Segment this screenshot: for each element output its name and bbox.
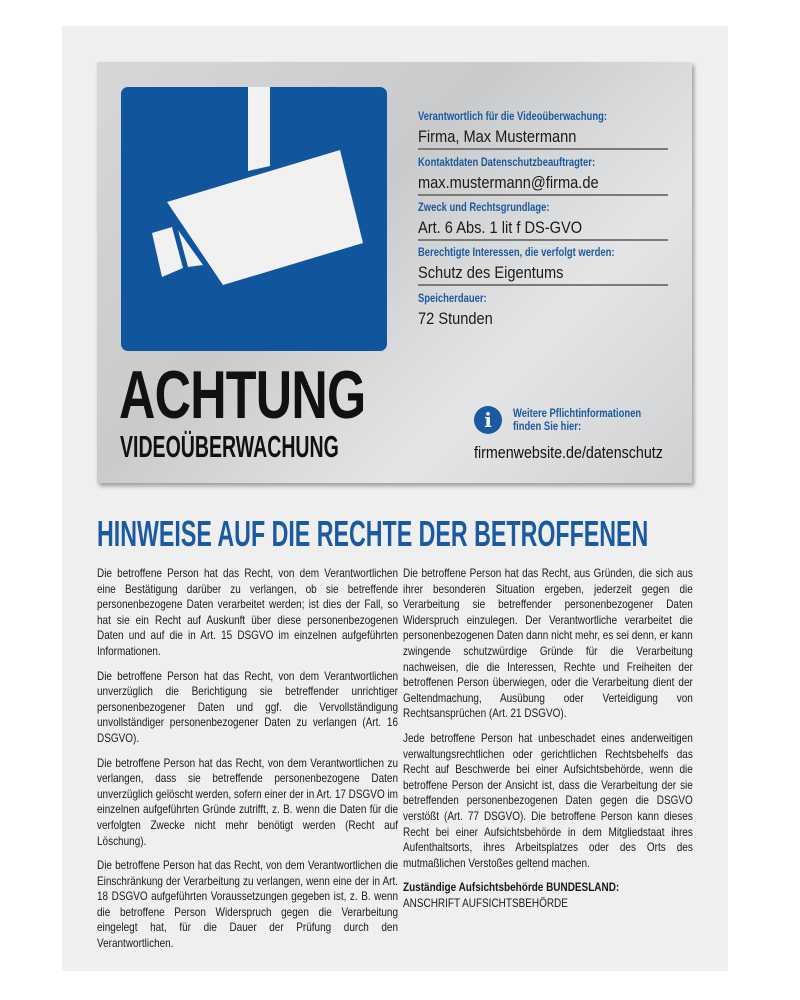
right-to-complain: Jede betroffene Person hat unbeschadet eines anderweitigen verwaltungsrechtlichen oder gerichtlichen Rechtsbehelfs das Recht auf Beschwerde bei einer Aufsichtsbehörde, wenn die betroffene Person der Ansicht ist, dass die Verarbeitung der sie betreffenden personenbezogenen Daten gegen die DSGVO verstößt (Art. 77 DSGVO). Die betroffene Person kann dieses Recht bei einer Aufsichtsbehörde in dem Mitgliedstaat ihres Aufenthaltsorts, ihres Arbeitsplatzes oder des Orts des mutmaßlichen Verstoßes geltend machen. (403, 731, 693, 870)
field-value: Firma, Max Mustermann (418, 127, 577, 146)
right-of-access: Die betroffene Person hat das Recht, von dem Verantwortlichen eine Bestätigung darüber zu verlangen, ob sie betreffende personenbezogene Daten verarbeitet werden; ist dies der Fall, so hat sie ein Recht auf Auskunft über diese personenbezogenen Daten und auf die in Art. 15 DSGVO im einzelnen aufgeführten Informationen. (97, 567, 398, 658)
privacy-url[interactable]: firmenwebsite.de/datenschutz (474, 443, 663, 462)
rights-heading: HINWEISE AUF DIE RECHTE DER BETROFFENEN (97, 513, 649, 554)
camera-pictogram (121, 87, 387, 351)
right-to-erasure: Die betroffene Person hat das Recht, von dem Verantwortlichen zu verlangen, dass sie betreffende personenbezogene Daten unverzüglich gelöscht werden, sofern einer der in Art. 17 DSGVO im einzelnen aufgeführten Gründe zutrifft, z. B. wenn die Daten für die verfolgten Zwecke nicht mehr benötigt werden (Recht auf Löschung). (97, 756, 398, 848)
more-info-text (513, 408, 641, 434)
field-label: Verantwortlich für die Videoüberwachung: (418, 111, 607, 123)
field-value: Art. 6 Abs. 1 lit f DS-GVO (418, 218, 583, 237)
sign-subtitle: VIDEOÜBERWACHUNG (120, 429, 339, 464)
field-value: Schutz des Eigentums (418, 263, 564, 282)
divider (418, 194, 668, 196)
field-value: 72 Stunden (418, 309, 493, 328)
sign-title: ACHTUNG (119, 357, 366, 433)
field-label: Berechtigte Interessen, die verfolgt werden: (418, 247, 615, 259)
right-to-restriction: Die betroffene Person hat das Recht, von dem Verantwortlichen die Einschränkung der Verarbeitung zu verlangen, wenn eine der in Art. 18 DSGVO aufgeführten Voraussetzungen gegeben ist, z. B. wenn die betroffene Person Widerspruch gegen die Verarbeitung eingelegt hat, für die Dauer der Prüfung durch den Verantwortlichen. (97, 859, 398, 951)
info-icon: i (474, 406, 502, 434)
more-info-line2: finden Sie hier: (513, 421, 582, 433)
right-to-object: Die betroffene Person hat das Recht, aus Gründen, die sich aus ihrer besonderen Situation ergeben, jederzeit gegen die Verarbeitung sie betreffender personenbezogener Daten Widerspruch einzulegen. Der Verantwortliche verarbeitet die personenbezogenen Daten dann nicht mehr, es sei denn, er kann zwingende schutzwürdige Gründe für die Verarbeitung nachweisen, die die Interessen, Rechte und Freiheiten der betroffenen Person überwiegen, oder die Verarbeitung dient der Geltendmachung, Ausübung oder Verteidigung von Rechtsansprüchen (Art. 21 DSGVO). (403, 567, 693, 721)
sign-field-storage (418, 292, 668, 329)
rights-column-right (403, 566, 693, 911)
field-label: Zweck und Rechtsgrundlage: (418, 202, 550, 214)
divider (418, 239, 668, 241)
divider (418, 148, 668, 150)
sign-field-purpose (418, 201, 668, 238)
field-label: Kontaktdaten Datenschutzbeauftragter: (418, 157, 596, 169)
authority-label: Zuständige Aufsichtsbehörde BUNDESLAND: (403, 881, 620, 895)
divider (418, 284, 668, 286)
right-to-rectification: Die betroffene Person hat das Recht, von dem Verantwortlichen unverzüglich die Berichtigung sie betreffender unrichtiger personenbezogener Daten und ggf. die Vervollständigung unvollständiger personenbezogener Daten zu verlangen (Art. 16 DSGVO). (97, 669, 398, 745)
field-value: max.mustermann@firma.de (418, 173, 599, 192)
sign-field-interests (418, 246, 668, 283)
camera-pole (248, 87, 270, 171)
sign-field-responsible (418, 110, 668, 147)
more-info-line1: Weitere Pflichtinformationen (513, 408, 642, 420)
rights-column-left (97, 566, 398, 961)
authority-address: ANSCHRIFT AUFSICHTSBEHÖRDE (403, 896, 568, 910)
field-label: Speicherdauer: (418, 293, 487, 305)
sign-field-dpo-contact (418, 156, 668, 193)
